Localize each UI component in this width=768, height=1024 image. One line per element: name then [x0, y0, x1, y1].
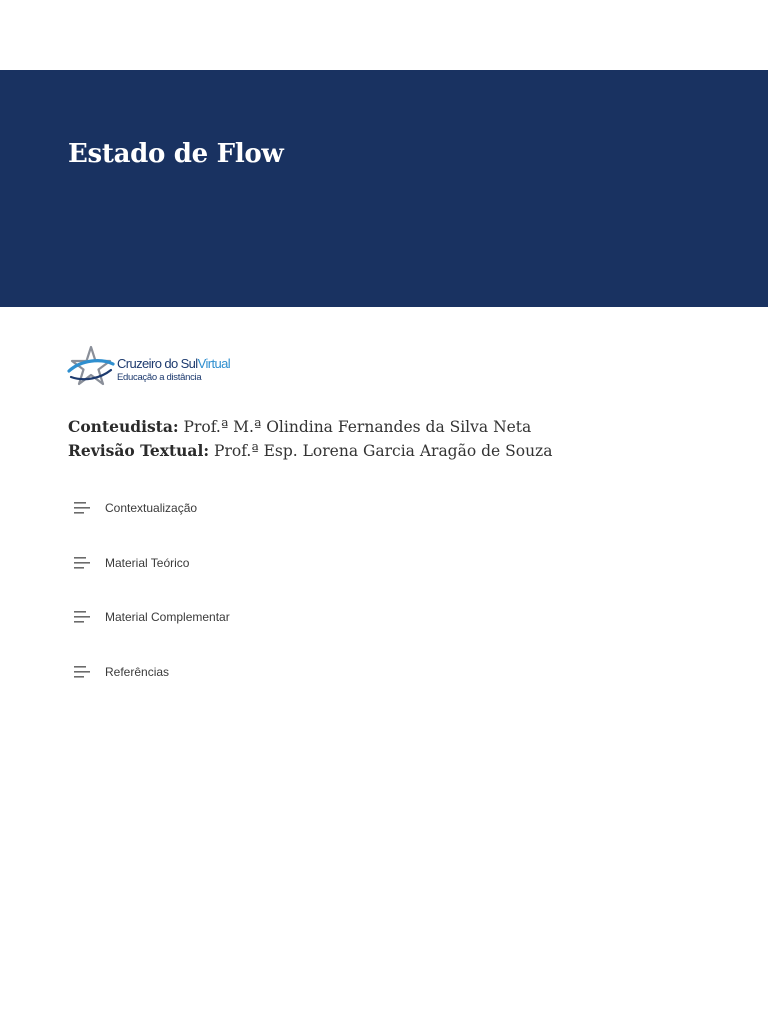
page-title: Estado de Flow: [68, 139, 284, 169]
toc-item-referencias[interactable]: [68, 644, 668, 699]
toc-item-material-teorico[interactable]: [68, 535, 668, 590]
menu-lines-icon: [74, 611, 90, 623]
toc-item-label: Referências: [105, 664, 170, 679]
credit-reviewer-value: Prof.ª Esp. Lorena Garcia Aragão de Souza: [209, 442, 553, 460]
menu-lines-icon: [74, 557, 90, 569]
credit-author: [68, 415, 552, 439]
menu-lines-icon: [74, 666, 90, 678]
credit-reviewer-label: Revisão Textual:: [68, 441, 210, 460]
toc-item-label: Material Complementar: [105, 610, 230, 624]
logo-tagline: Educação a distância: [117, 372, 202, 383]
logo-name-part2: Virtual: [197, 356, 231, 371]
credit-author-label: Conteudista:: [68, 417, 179, 436]
logo-name: [117, 356, 230, 371]
toc-item-label: Material Teórico: [105, 555, 190, 570]
toc-item-label: Contextualização: [105, 501, 198, 515]
star-orbit-logo-icon: [67, 344, 115, 390]
toc-item-contextualizacao[interactable]: [68, 480, 668, 535]
table-of-contents: [68, 480, 668, 698]
credit-reviewer: [68, 439, 552, 463]
title-banner: [0, 70, 768, 307]
logo-name-part1: Cruzeiro do Sul: [117, 356, 198, 371]
cruzeiro-do-sul-logo: [67, 344, 237, 390]
credit-author-value: Prof.ª M.ª Olindina Fernandes da Silva Neta: [178, 418, 532, 436]
toc-item-material-complementar[interactable]: [68, 589, 668, 644]
credits: [68, 415, 552, 463]
menu-lines-icon: [74, 502, 90, 514]
